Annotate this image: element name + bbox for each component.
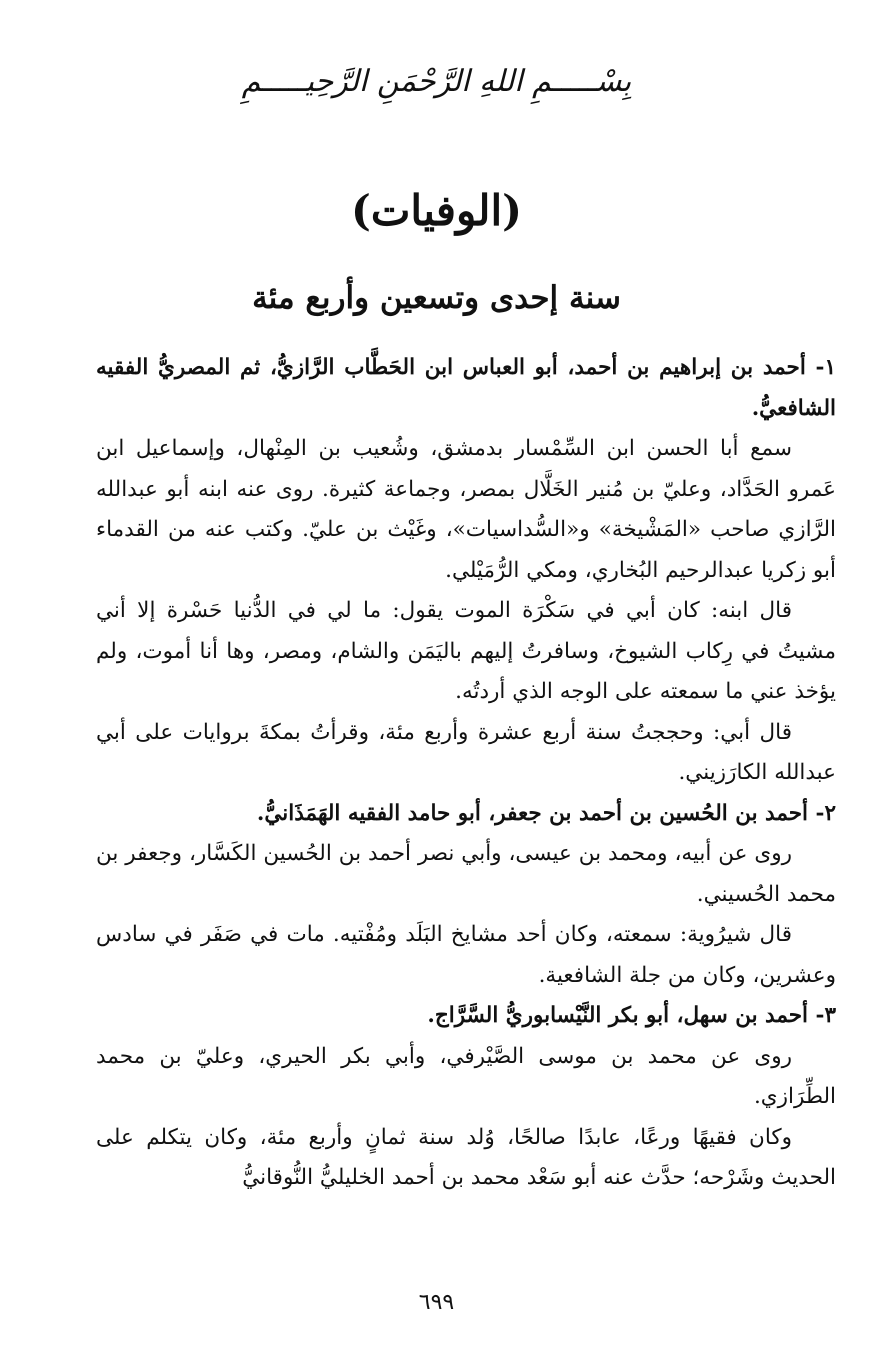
document-body (96, 348, 836, 1199)
page-title: (الوفيات) (351, 186, 522, 235)
paragraph: روى عن محمد بن موسى الصَّيْرفي، وأبي بكر الحيري، وعليّ بن محمد الطِّرَازي. (96, 1043, 836, 1109)
paragraph: قال أبي: وحججتُ سنة أربع عشرة وأربع مئة، وقرأتُ بمكةَ بروايات على أبي عبدالله الكارَزيني. (96, 719, 836, 785)
paragraph: روى عن أبيه، ومحمد بن عيسى، وأبي نصر أحمد بن الحُسين الكَسَّار، وجعفر بن محمد الحُسيني. (96, 841, 836, 907)
entry-heading-2: ٢- أحمد بن الحُسين بن أحمد بن جعفر، أبو حامد الفقيه الهَمَذَانيُّ. (256, 800, 836, 826)
entry-heading-1: ١- أحمد بن إبراهيم بن أحمد، أبو العباس ابن الحَطَّاب الرَّازيُّ، ثم المصريُّ الفقيه الشافعيُّ. (96, 355, 836, 421)
page-number: ٦٩٩ (418, 1290, 455, 1315)
paragraph: سمع أبا الحسن ابن السِّمْسار بدمشق، وشُعيب بن المِنْهال، وإسماعيل ابن عَمرو الحَدَّاد، وعليّ بن مُنير الخَلَّال بمصر، وجماعة كثيرة. روى عنه ابنه أبو عبدالله الرَّازي صاحب «المَشْيخة» و«السُّداسيات»، وغَيْث بن عليّ. وكتب عنه من القدماء أبو زكريا عبدالرحيم البُخاري، ومكي الرُّمَيْلي. (96, 436, 836, 583)
paragraph: قال ابنه: كان أبي في سَكْرَة الموت يقول: ما لي في الدُّنيا حَسْرة إلا أني مشيتُ في رِكاب الشيوخ، وسافرتُ إليهم باليَمَن والشام، ومصر، وها أنا أموت، ولم يؤخذ عني ما سمعته على الوجه الذي أردتُه. (96, 598, 836, 704)
paragraph: قال شيرُوية: سمعته، وكان أحد مشايخ البَلَد ومُفْتيه. مات في صَفَر في سادس وعشرين، وكان من جلة الشافعية. (96, 922, 836, 988)
section-subtitle: سنة إحدى وتسعين وأربع مئة (252, 280, 621, 316)
paragraph: وكان فقيهًا ورعًا، عابدًا صالحًا، وُلد سنة ثمانٍ وأربع مئة، وكان يتكلم على الحديث وشَرْحه؛ حدَّث عنه أبو سَعْد محمد بن أحمد الخليليُّ النُّوقانيُّ (96, 1124, 836, 1190)
entry-heading-3: ٣- أحمد بن سهل، أبو بكر النَّيْسابوريُّ السَّرَّاج. (427, 1003, 836, 1028)
basmala-header: بِسْـــــمِ اللهِ الرَّحْمَنِ الرَّحِيـــــمِ (241, 64, 632, 99)
